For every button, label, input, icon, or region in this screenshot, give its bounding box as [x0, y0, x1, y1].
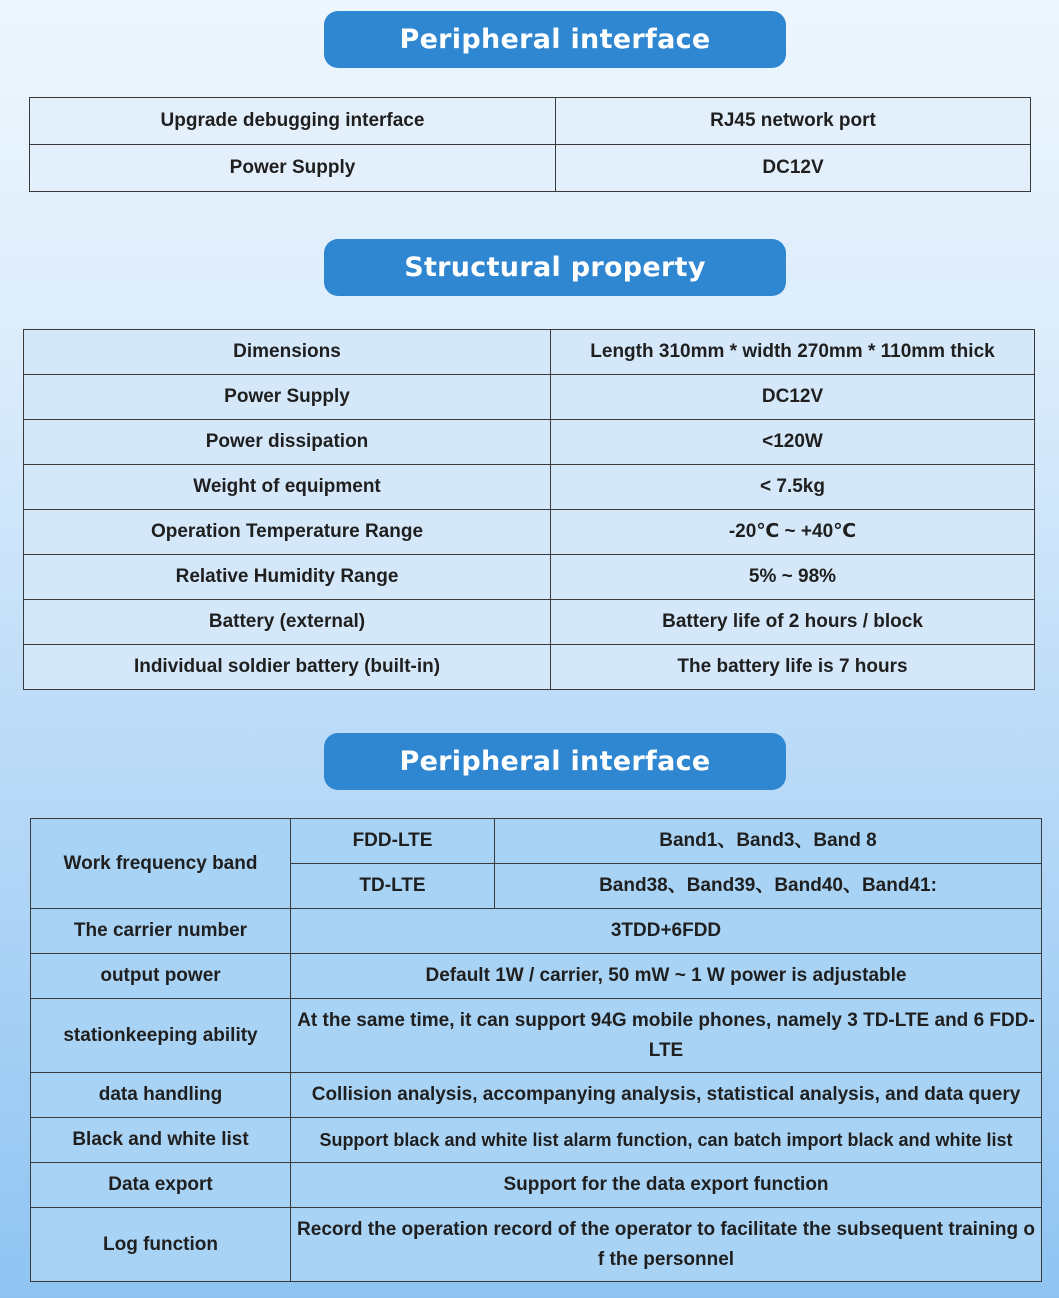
- structural-property-table: [23, 329, 1035, 690]
- table-row: [31, 954, 1042, 999]
- table-row: [31, 1118, 1042, 1163]
- band-type: TD-LTE: [291, 864, 495, 909]
- table-row: [30, 145, 1031, 192]
- row-value: 3TDD+6FDD: [291, 909, 1042, 954]
- row-value: DC12V: [551, 375, 1035, 420]
- row-value: <120W: [551, 420, 1035, 465]
- table-row: [30, 98, 1031, 145]
- row-label: Data export: [31, 1163, 291, 1208]
- table-row: [24, 555, 1035, 600]
- row-label: stationkeeping ability: [31, 999, 291, 1073]
- row-label: data handling: [31, 1073, 291, 1118]
- table-row: [31, 1163, 1042, 1208]
- row-value: Collision analysis, accompanying analysis, statistical analysis, and data query: [291, 1073, 1042, 1118]
- section-title-structural-property: Structural property: [324, 239, 786, 296]
- row-value: Length 310mm * width 270mm * 110mm thick: [551, 330, 1035, 375]
- row-value: The battery life is 7 hours: [551, 645, 1035, 690]
- row-label: Operation Temperature Range: [24, 510, 551, 555]
- table-row: [31, 1073, 1042, 1118]
- table-row: [31, 999, 1042, 1073]
- row-label: Power Supply: [30, 145, 556, 192]
- table-row: [31, 819, 1042, 864]
- band-type: FDD-LTE: [291, 819, 495, 864]
- row-value: Battery life of 2 hours / block: [551, 600, 1035, 645]
- table-row: [24, 330, 1035, 375]
- row-label: Log function: [31, 1208, 291, 1282]
- row-label: Dimensions: [24, 330, 551, 375]
- row-label: output power: [31, 954, 291, 999]
- row-value: Support for the data export function: [291, 1163, 1042, 1208]
- row-value: Record the operation record of the operator to facilitate the subsequent training o f the personnel: [291, 1208, 1042, 1282]
- table-row: [24, 420, 1035, 465]
- peripheral-spec-table: [30, 818, 1042, 1282]
- row-value: Support black and white list alarm function, can batch import black and white list: [291, 1118, 1042, 1163]
- row-label: Relative Humidity Range: [24, 555, 551, 600]
- table-row: [24, 510, 1035, 555]
- row-label: Black and white list: [31, 1118, 291, 1163]
- band-value: Band1、Band3、Band 8: [495, 819, 1042, 864]
- table-row: [24, 375, 1035, 420]
- table-row: [24, 645, 1035, 690]
- row-label: Weight of equipment: [24, 465, 551, 510]
- row-label: Upgrade debugging interface: [30, 98, 556, 145]
- row-value: Default 1W / carrier, 50 mW ~ 1 W power is adjustable: [291, 954, 1042, 999]
- row-label: The carrier number: [31, 909, 291, 954]
- table-row: [31, 909, 1042, 954]
- peripheral-interface-table: [29, 97, 1031, 192]
- row-value: 5% ~ 98%: [551, 555, 1035, 600]
- table-row: [31, 1208, 1042, 1282]
- row-value: < 7.5kg: [551, 465, 1035, 510]
- row-label: Battery (external): [24, 600, 551, 645]
- row-value: At the same time, it can support 94G mobile phones, namely 3 TD-LTE and 6 FDD-LTE: [291, 999, 1042, 1073]
- row-value: -20℃ ~ +40℃: [551, 510, 1035, 555]
- table-row: [24, 600, 1035, 645]
- frequency-band-label: Work frequency band: [31, 819, 291, 909]
- row-label: Power dissipation: [24, 420, 551, 465]
- row-value: RJ45 network port: [556, 98, 1031, 145]
- row-label: Power Supply: [24, 375, 551, 420]
- band-value: Band38、Band39、Band40、Band41:: [495, 864, 1042, 909]
- section-title-peripheral-interface-2: Peripheral interface: [324, 733, 786, 790]
- section-title-peripheral-interface: Peripheral interface: [324, 11, 786, 68]
- table-row: [24, 465, 1035, 510]
- row-value: DC12V: [556, 145, 1031, 192]
- row-label: Individual soldier battery (built-in): [24, 645, 551, 690]
